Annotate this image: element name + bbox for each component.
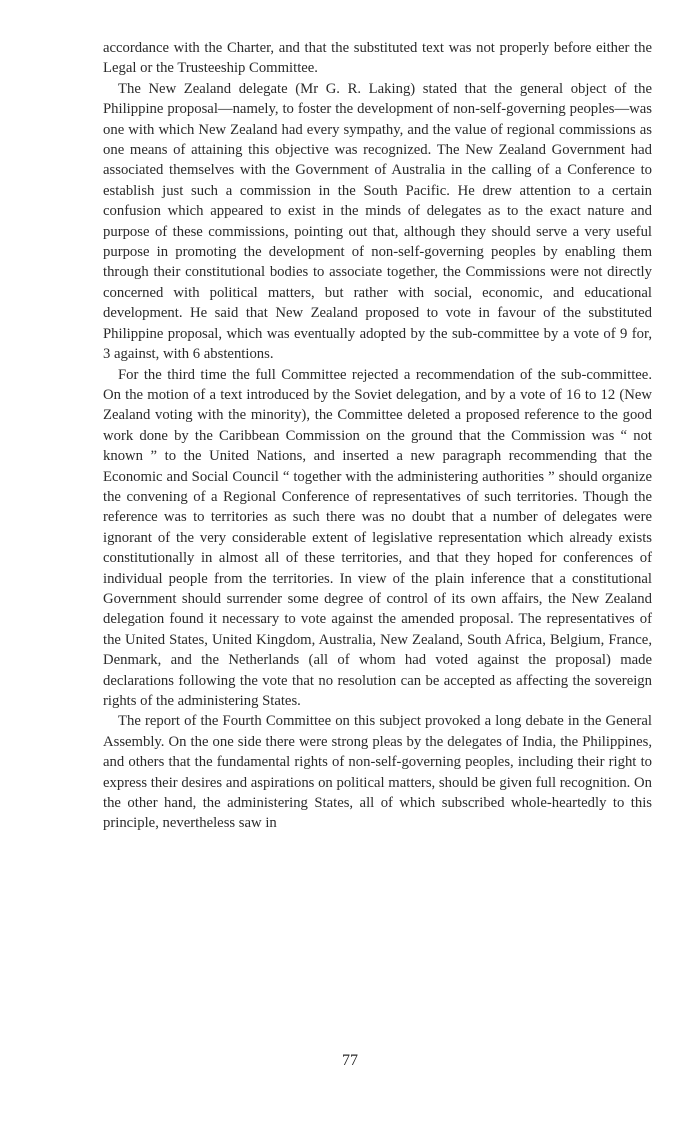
page-body (103, 38, 652, 834)
paragraph-laking-statement: The New Zealand delegate (Mr G. R. Laking) stated that the general object of the Philippine proposal—namely, to foster the development of non-self-governing peoples—was one with which New Zealand had every sympathy, and the value of regional commissions as one means of attaining this objective was recognized. The New Zealand Government had associated themselves with the Government of Australia in the calling of a Conference to establish just such a commission in the South Pacific. He drew attention to a certain confusion which appeared to exist in the minds of delegates as to the exact nature and purpose of these commissions, pointing out that, although they should serve a very useful purpose in promoting the development of non-self-governing peoples by enabling them through their constitutional bodies to associate together, the Commissions were not directly concerned with political matters, but rather with social, economic, and educational development. He said that New Zealand proposed to vote in favour of the substituted Philippine proposal, which was eventually adopted by the sub-committee by a vote of 9 for, 3 against, with 6 abstentions. (103, 80, 652, 363)
paragraph-continued: accordance with the Charter, and that the substituted text was not properly before either the Legal or the Trusteeship Committee. (103, 40, 652, 77)
paragraph-fourth-committee-report: The report of the Fourth Committee on this subject provoked a long debate in the General Assembly. On the one side there were strong pleas by the delegates of India, the Philippines, and others that the fundamental rights of non-self-governing peoples, including their right to express their desires and aspirations on political matters, should be given full recognition. On the other hand, the administering States, all of which subscribed whole-heartedly to this principle, nevertheless saw in (103, 713, 652, 832)
paragraph-committee-rejection: For the third time the full Committee rejected a recommendation of the sub-committee. On the motion of a text introduced by the Soviet delegation, and by a vote of 16 to 12 (New Zealand voting with the minority), the Committee deleted a proposed reference to the good work done by the Caribbean Commission on the ground that the Commission was “ not known ” to the United Nations, and inserted a new paragraph recommending that the Economic and Social Council “ together with the administering authorities ” should organize the convening of a Regional Conference of representatives of such territories. Though the reference was to territories as such there was no doubt that a number of delegates were ignorant of the very considerable extent of legislative representation which already exists constitutionally in almost all of these territories, and that they hoped for conferences of individual people from the territories. In view of the plain inference that a constitutional Government should surrender some degree of control of its own affairs, the New Zealand delegation found it necessary to vote against the amended proposal. The representatives of the United States, United Kingdom, Australia, New Zealand, South Africa, Belgium, France, Denmark, and the Netherlands (all of whom had voted against the proposal) made declarations following the vote that no resolution can be accepted as affecting the sovereign rights of the administering States. (103, 366, 652, 709)
page-number: 77 (342, 1052, 358, 1069)
